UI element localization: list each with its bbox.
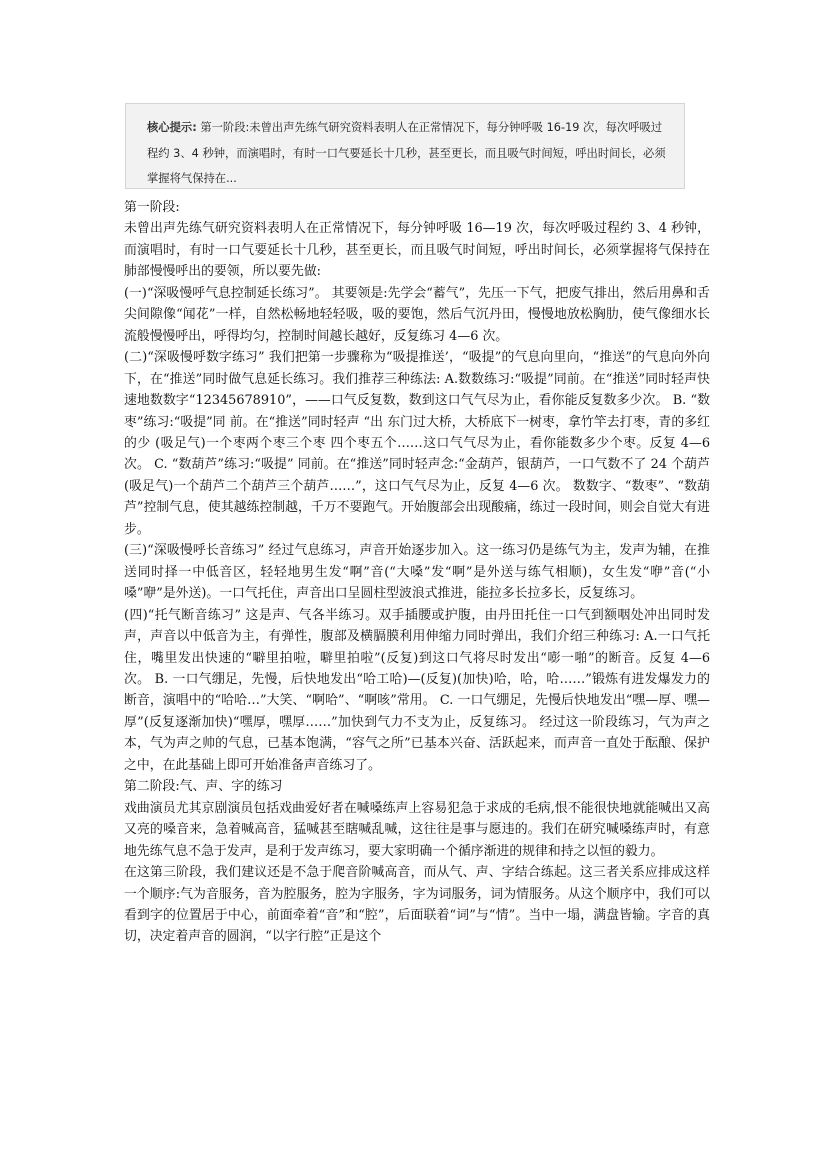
stage-two-paragraph-2: 在这第三阶段，我们建议还是不急于爬音阶喊高音，而从气、声、字结合练起。这三者关系应排成这样一个顺序:气为音服务，音为腔服务，腔为字服务，字为词服务，词为情服务。从这个顺序中，我们可以看到字的位置居于中心，前面牵着“音”和“腔”，后面联着“词”与“情”。当中一塌，满盘皆输。字音的真切，决定着声音的圆润，“以字行腔”正是这个 <box>124 865 710 945</box>
exercise-one-paragraph: (一)“深吸慢呼气息控制延长练习”。 其要领是:先学会“蓄气”，先压一下气，把废气排出，然后用鼻和舌尖间隙像“闻花”一样，自然松畅地轻轻吸，吸的要饱，然后气沉丹田，慢慢地放松胸肋，使气像细水长流般慢慢呼出，呼得均匀，控制时间越长越好，反复练习 4—6 次。 <box>124 285 710 344</box>
article-body <box>124 197 710 948</box>
stage-one-heading: 第一阶段: <box>124 200 180 215</box>
exercise-three-paragraph: (三)“深吸慢呼长音练习” 经过气息练习，声音开始逐步加入。这一练习仍是练气为主，发声为辅，在推送同时择一中低音区，轻轻地男生发“啊”音(“大嗓”发“啊”是外送与练气相顺)，女生发“咿”音(“小嗓”咿”是外送)。一口气托住，声音出口呈圆柱型波浪式推进，能拉多长拉多长，反复练习。 <box>124 543 710 602</box>
core-hint-text: 第一阶段:未曾出声先练气研究资料表明人在正常情况下，每分钟呼吸 16-19 次，每次呼吸过程约 3、4 秒钟，而演唱时，有时一口气要延长十几秒，甚至更长，而且吸气时间短，呼出时间长，必须掌握将气保持在... <box>147 121 666 185</box>
core-hint-label: 核心提示: <box>147 121 197 134</box>
stage-two-heading: 第二阶段:气、声、字的练习 <box>124 779 283 795</box>
stage-two-paragraph-1: 戏曲演员尤其京剧演员包括戏曲爱好者在喊嗓练声上容易犯急于求成的毛病,恨不能很快地就能喊出又高又亮的嗓音来，急着喊高音，猛喊甚至瞎喊乱喊，这往往是事与愿违的。我们在研究喊嗓练声时，有意地先练气息不急于发声，是利于发声练习，要大家明确一个循序渐进的规律和持之以恒的毅力。 <box>124 800 710 859</box>
exercise-four-paragraph: (四)“托气断音练习” 这是声、气各半练习。双手插腰或护腹，由丹田托住一口气到额咽处冲出同时发声，声音以中低音为主，有弹性，腹部及横膈膜利用伸缩力同时弹出，我们介绍三种练习: A.一口气托住，嘴里发出快速的“噼里拍啦，噼里拍啦”(反复)到这口气将尽时发出“嘭一啪”的断音。反复 4—6 次。 B. 一口气绷足，先慢，后快地发出“哈工哈)—(反复)(加快)哈，哈，哈……”锻炼有进发爆发力的断音，演唱中的“哈哈…”大笑、“啊哈”、“啊咳”常用。 C. 一口气绷足，先慢后快地发出“嘿—厚、嘿—厚”(反复逐渐加快)“嘿厚，嘿厚……”加快到气力不支为止，反复练习。 经过这一阶段练习，气为声之本，气为声之帅的气息，已基本饱满，“容气之所”已基本兴奋、活跃起来，而声音一直处于酝酿、保护之中，在此基础上即可开始准备声音练习了。 <box>124 607 710 773</box>
core-hint-box <box>125 103 685 189</box>
exercise-two-paragraph: (二)“深吸慢呼数字练习” 我们把第一步骤称为“吸提推送’，“吸提”的气息向里向，“推送”的气息向外向下，在“推送”同时做气息延长练习。我们推荐三种练法: A.数数练习:“吸提”同前。在“推送”同时轻声快速地数数字“12345678910”，——口气反复数，数到这口气气尽为止，看你能反复数多少次。 B. “数枣”练习:“吸提”同 前。在“推送”同时轻声 “出 东门过大桥，大桥底下一树枣，拿竹竿去打枣，青的多红的少 (吸足气)一个枣两个枣三个枣 四个枣五个……这口气气尽为止，看你能数多少个枣。反复 4—6 次。 C. “数葫芦”练习:“吸提” 同前。在“推送”同时轻声念:“金葫芦，银葫芦，一口气数不了 24 个葫芦(吸足气)一个葫芦二个葫芦三个葫芦……”，这口气气尽为止，反复 4—6 次。 数数字、“数枣”、“数葫芦”控制气息，使其越练控制越，千万不要跑气。开始腹部会出现酸痛，练过一段时间，则会自觉大有进步。 <box>124 350 710 537</box>
intro-paragraph: 未曾出声先练气研究资料表明人在正常情况下，每分钟呼吸 16—19 次，每次呼吸过程约 3、4 秒钟，而演唱时，有时一口气要延长十几秒，甚至更长，而且吸气时间短，呼出时间长，必须掌握将气保持在肺部慢慢呼出的要领，所以要先做: <box>124 221 710 280</box>
